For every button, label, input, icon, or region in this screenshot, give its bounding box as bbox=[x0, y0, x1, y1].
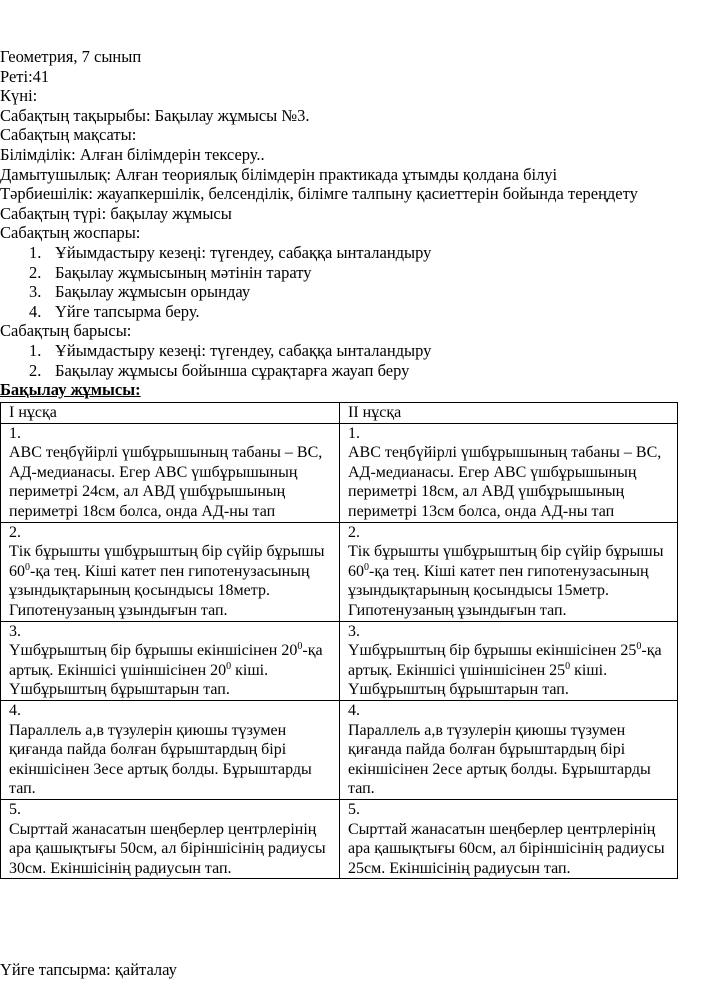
degree-superscript: 0 bbox=[25, 561, 30, 573]
progress-item-number: 1. bbox=[29, 340, 42, 360]
task-text: Параллель а,в түзулерін қиюшы түзумен қиғанда пайда болған бұрыштардың бірі екіншісінен 3есе артық болды. Бұрыштарды тап. bbox=[9, 721, 312, 798]
test-title: Бақылау жұмысы: bbox=[0, 380, 141, 400]
task-text: АВС теңбүйірлі үшбұрышының табаны – ВС, АД-медианасы. Егер АВС үшбұрышының периметрі 18см, ал АВД үшбұрышының периметрі 13см болса, онда АД-ны тап bbox=[348, 444, 662, 521]
task-text bbox=[9, 641, 335, 700]
plan-item-number: 2. bbox=[29, 262, 42, 282]
variants-table bbox=[0, 402, 678, 880]
task-number: 5. bbox=[9, 800, 21, 818]
task-number: 3. bbox=[348, 622, 360, 640]
task-text: Сырттай жанасатын шеңберлер центрлерінің ара қашықтығы 60см, ал біріншісінің радиусы 25см. Екіншісінің радиусын тап. bbox=[348, 820, 665, 877]
task-text-part: Тік бұрышты үшбұрыштың бір сүйір бұрышы 60 bbox=[348, 543, 664, 580]
progress-item-number: 2. bbox=[29, 360, 42, 380]
plan-item-number: 3. bbox=[29, 282, 42, 302]
task-text-part: кіші. Үшбұрыштың бұрыштарын тап. bbox=[9, 661, 269, 699]
task-text bbox=[348, 542, 673, 620]
task-text-part: кіші. Үшбұрыштың бұрыштарын тап. bbox=[348, 661, 608, 699]
task-cell bbox=[1, 621, 340, 700]
lesson-plan-document bbox=[0, 47, 704, 879]
table-row bbox=[1, 799, 678, 878]
progress-item bbox=[0, 341, 704, 361]
plan-item-text: Бақылау жұмысының мәтінін тарату bbox=[55, 262, 312, 282]
task-number: 5. bbox=[348, 800, 360, 818]
variant-2-header: ІІ нұсқа bbox=[340, 402, 678, 423]
table-row bbox=[1, 621, 678, 700]
plan-item-text: Ұйымдастыру кезеңі: түгендеу, сабаққа ынталандыру bbox=[55, 242, 432, 262]
upbringing-goal: Тәрбиешілік: жауапкершілік, белсенділік, білімге талпыну қасиеттерін бойында тереңдету bbox=[0, 184, 638, 204]
task-number: 4. bbox=[348, 702, 360, 719]
task-cell bbox=[1, 423, 340, 522]
task-cell bbox=[340, 701, 678, 800]
task-number: 3. bbox=[9, 622, 21, 640]
plan-item bbox=[0, 263, 704, 283]
plan-item bbox=[0, 282, 704, 302]
task-cell bbox=[1, 701, 340, 800]
subject-line: Геометрия, 7 сынып bbox=[0, 47, 142, 66]
task-cell bbox=[1, 522, 340, 621]
degree-superscript: 0 bbox=[565, 660, 571, 672]
goals-label: Сабақтың мақсаты: bbox=[0, 125, 137, 145]
plan-item bbox=[0, 243, 704, 263]
task-text-part: Үшбұрыштың бір бұрышы екіншісінен 20 bbox=[9, 642, 298, 660]
table-header-row bbox=[1, 402, 678, 423]
plan-item-number: 4. bbox=[29, 301, 42, 321]
progress-list bbox=[0, 341, 704, 380]
task-text: Параллель а,в түзулерін қиюшы түзумен қиғанда пайда болған бұрыштардың бірі екіншісінен 2есе артық болды. Бұрыштарды тап. bbox=[348, 721, 651, 798]
task-text bbox=[348, 641, 673, 700]
task-text-part: -қа артық. Екіншісі үшіншісінен 20 bbox=[9, 642, 323, 679]
task-number: 2. bbox=[9, 523, 21, 541]
topic-line: Сабақтың тақырыбы: Бақылау жұмысы №3. bbox=[0, 105, 310, 125]
task-number: 4. bbox=[9, 702, 21, 719]
task-text: Сырттай жанасатын шеңберлер центрлерінің ара қашықтығы 50см, ал біріншісінің радиусы 30см. Екіншісінің радиусын тап. bbox=[9, 820, 326, 877]
degree-superscript: 0 bbox=[364, 561, 369, 573]
homework-line: Үйге тапсырма: қайталау bbox=[0, 960, 177, 979]
task-cell bbox=[340, 423, 678, 522]
task-cell bbox=[1, 799, 340, 878]
task-text-part: -қа артық. Екіншісі үшіншісінен 25 bbox=[348, 642, 662, 679]
task-text-part: Тік бұрышты үшбұрыштың бір сүйір бұрышы 60 bbox=[9, 543, 325, 580]
task-number: 2. bbox=[348, 523, 360, 541]
task-text: АВС теңбүйірлі үшбұрышының табаны – ВС, АД-медианасы. Егер АВС үшбұрышының периметрі 24см, ал АВД үшбұрышының периметрі 18см болса, онда АД-ны тап bbox=[9, 444, 323, 521]
date-line: Күні: bbox=[0, 86, 38, 106]
lesson-type: Сабақтың түрі: бақылау жұмысы bbox=[0, 203, 232, 223]
plan-item-number: 1. bbox=[29, 242, 42, 262]
plan-item-text: Үйге тапсырма беру. bbox=[55, 301, 200, 321]
plan-item bbox=[0, 302, 704, 322]
progress-item bbox=[0, 361, 704, 381]
task-number: 1. bbox=[9, 424, 21, 442]
progress-item-text: Бақылау жұмысы бойынша сұрақтарға жауап беру bbox=[55, 360, 410, 380]
table-row bbox=[1, 701, 678, 800]
degree-superscript: 0 bbox=[297, 641, 303, 653]
degree-superscript: 0 bbox=[226, 660, 232, 672]
progress-item-text: Ұйымдастыру кезеңі: түгендеу, сабаққа ынталандыру bbox=[55, 340, 432, 360]
developmental-goal: Дамытушылық: Алған теориялық білімдерін практикада ұтымды қолдана білуі bbox=[0, 164, 558, 184]
task-text-part: -қа тең. Кіші катет пен гипотенузасының ұзындықтарының қосындысы 18метр. Гипотенузаның ұзындығын тап. bbox=[9, 562, 310, 620]
progress-label: Сабақтың барысы: bbox=[0, 321, 132, 341]
plan-label: Сабақтың жоспары: bbox=[0, 223, 141, 243]
task-text-part: Үшбұрыштың бір бұрышы екіншісінен 25 bbox=[348, 642, 637, 660]
task-cell bbox=[340, 522, 678, 621]
task-text-part: -қа тең. Кіші катет пен гипотенузасының ұзындықтарының қосындысы 15метр. Гипотенузаның ұзындығын тап. bbox=[348, 562, 649, 620]
order-line: Реті:41 bbox=[0, 66, 50, 86]
task-text bbox=[9, 542, 335, 620]
plan-list bbox=[0, 243, 704, 321]
task-cell bbox=[340, 621, 678, 700]
variant-1-header: І нұсқа bbox=[1, 402, 340, 423]
educational-goal: Білімділік: Алған білімдерін тексеру.. bbox=[0, 144, 265, 164]
task-cell bbox=[340, 799, 678, 878]
table-row bbox=[1, 423, 678, 522]
degree-superscript: 0 bbox=[636, 641, 642, 653]
task-number: 1. bbox=[348, 424, 360, 442]
table-row bbox=[1, 522, 678, 621]
plan-item-text: Бақылау жұмысын орындау bbox=[55, 282, 251, 302]
